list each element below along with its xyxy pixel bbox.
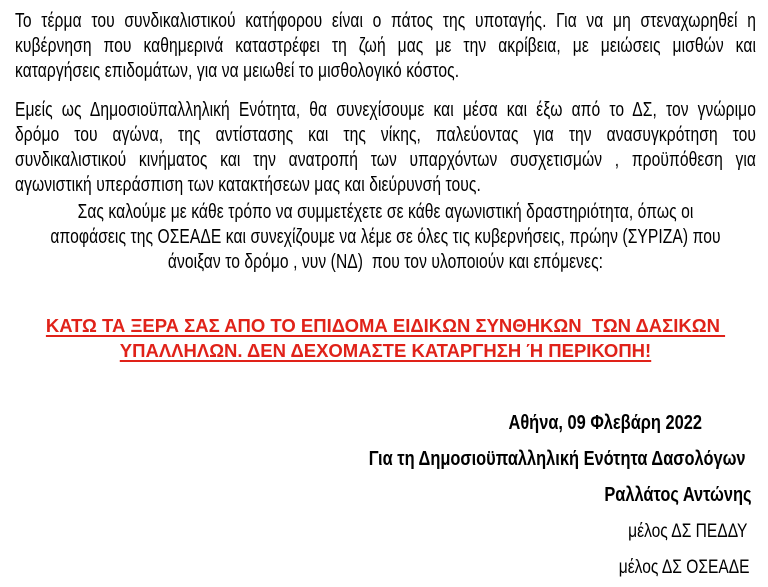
slogan-line-2: ΥΠΑΛΛΗΛΩΝ. ΔΕΝ ΔΕΧΟΜΑΣΤΕ ΚΑΤΑΡΓΗΣΗ Ή ΠΕΡΙΚΟΠΗ! — [119, 340, 652, 361]
paragraph-line: κυβέρνηση που καθημερινά καταστρέφει τη ζωή μας με την ακρίβεια, με μειώσεις μισθών και — [15, 35, 756, 57]
union-position-paragraph — [15, 98, 756, 198]
signature-block — [15, 406, 756, 586]
organization-text: Για τη Δημοσιοϋπαλληλική Ενότητα Δασολόγων — [369, 448, 746, 470]
call-to-action-paragraph — [15, 200, 756, 275]
signatory-role-oseade-text: μέλος ΔΣ ΟΣΕΑΔΕ — [619, 557, 750, 578]
slogan-line-1: ΚΑΤΩ ΤΑ ΞΕΡΑ ΣΑΣ ΑΠΟ ΤΟ ΕΠΙΔΟΜΑ ΕΙΔΙΚΩΝ ΣΥΝΘΗΚΩΝ ΤΩΝ ΔΑΣΙΚΩΝ — [45, 315, 726, 336]
opening-paragraph — [15, 0, 756, 84]
signatory-role-peddy-text: μέλος ΔΣ ΠΕΔΔΥ — [627, 521, 747, 542]
paragraph-line: Εμείς ως Δημοσιοϋπαλληλική Ενότητα, θα συνεχίσουμε και μέσα και έξω από το ΔΣ, τον γνώριμο — [15, 99, 756, 121]
date-text: Αθήνα, 09 Φλεβάρη 2022 — [508, 412, 702, 434]
slogan-heading — [15, 313, 756, 363]
paragraph-line: αγωνιστική υπεράσπιση των κατακτήσεων μας και διεύρυνσή τους. — [15, 174, 481, 196]
paragraph-line: αποφάσεις της ΟΣΕΑΔΕ και συνεχίζουμε να λέμε σε όλες τις κυβερνήσεις, πρώην (ΣΥΡΙΖΑ) που — [50, 226, 721, 248]
paragraph-line: Το τέρμα του συνδικαλιστικού κατήφορου είναι ο πάτος της υποταγής. Για να μη στεναχωρηθεί η — [15, 10, 756, 32]
paragraph-line: άνοιξαν το δρόμο , νυν (ΝΔ) που τον υλοποιούν και επόμενες: — [167, 251, 604, 273]
document-content — [15, 0, 756, 586]
paragraph-line: καταργήσεις επιδομάτων, για να μειωθεί το μισθολογικό κόστος. — [15, 60, 460, 82]
paragraph-line: συνδικαλιστικού κινήματος και την ανατροπή των υπαρχόντων συσχετισμών , προϋπόθεση για — [15, 149, 756, 171]
signatory-role-peddy — [15, 514, 756, 550]
signatory-role-oseade — [15, 550, 756, 586]
organization-line — [15, 442, 756, 478]
date-line — [15, 406, 756, 442]
paragraph-line: δρόμο του αγώνα, της αντίστασης και της νίκης, παλεύοντας για την ανασυγκρότηση του — [15, 124, 756, 146]
paragraph-line: Σας καλούμε με κάθε τρόπο να συμμετέχετε σε κάθε αγωνιστική δραστηριότητα, όπως οι — [77, 201, 694, 223]
signatory-name — [15, 478, 756, 514]
signatory-name-text: Ραλλάτος Αντώνης — [604, 484, 752, 506]
